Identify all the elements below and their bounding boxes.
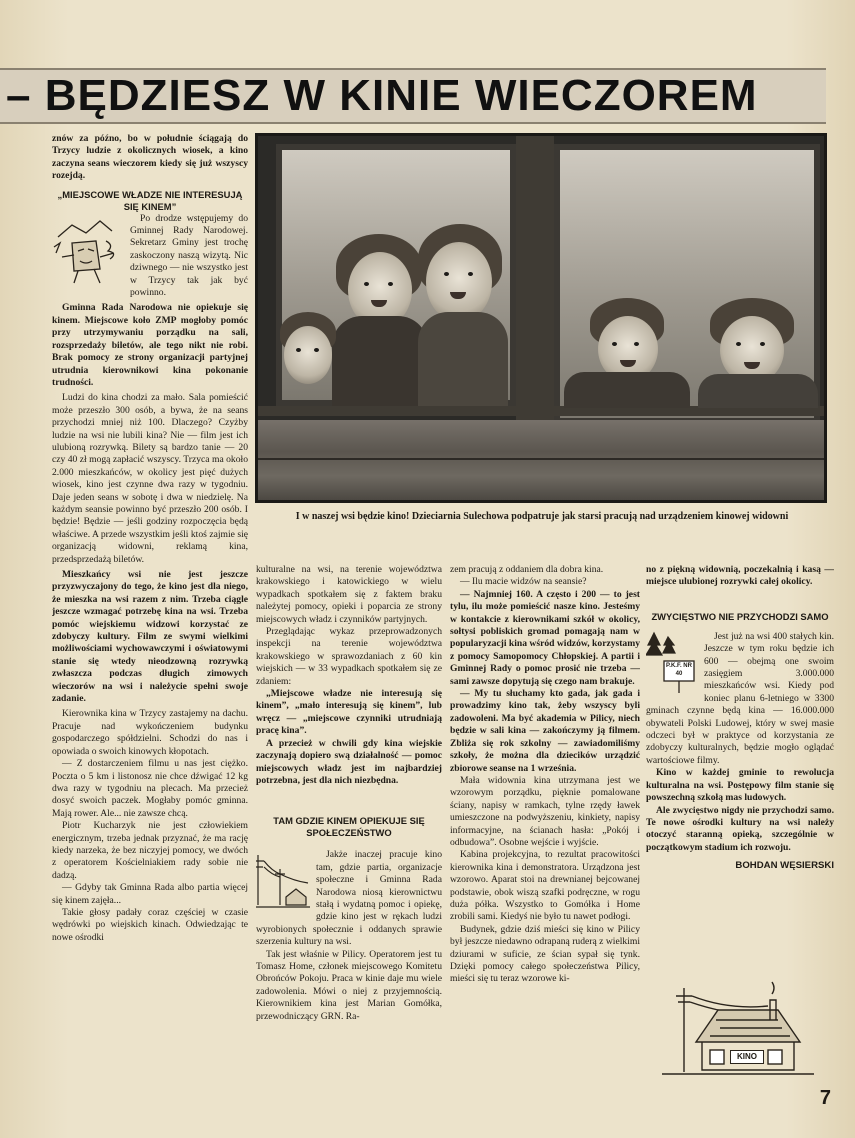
paragraph: Kierownika kina w Trzycy zastajemy na dachu. Pracuje nad wykończeniem budynku gospodarczego spółdzielni. Schodzi do nas i opowiada o swoich kinowych kłopotach. xyxy=(52,708,248,757)
subheading-victory: ZWYCIĘSTWO NIE PRZYCHODZI SAMO xyxy=(651,610,829,622)
paragraph: no z piękną widownią, poczekalnią i kasą — miejsce ulubionej rozrywki całej okolicy. xyxy=(646,564,834,588)
paragraph: „Miejscowe władze nie interesują się kinem”, „mało interesują się kinem”, lub wręcz — „miejscowe czynniki utrudniają pracę kina”. xyxy=(256,688,442,737)
pkf-sign-illustration xyxy=(646,631,700,695)
headline: – BĘDZIESZ W KINIE WIECZOREM xyxy=(0,68,826,124)
pkf-sign-label: P.K.F. NR 40 xyxy=(666,662,692,677)
paragraph: Takie głosy padały coraz częściej w czasie wędrówki po wiejskich kinach. Odwiedzając te nowe ośrodki xyxy=(52,906,248,943)
subheading-society-cares: TAM GDZIE KINEM OPIEKUJE SIĘ SPOŁECZEŃSTWO xyxy=(273,815,425,839)
paragraph: Przeglądając wykaz przeprowadzonych inspekcji na terenie województwa krakowskiego w sprawozdaniach z 60 kin wiejskich — w 33 wypadkach spotkałem się ze zdaniem: xyxy=(256,626,442,687)
column-1 xyxy=(52,133,248,1133)
paragraph: Mieszkańcy wsi nie jest jeszcze przyzwyczajony do tego, że kino jest dla niego, że mieszka na wsi razem z nim. Trzeba ciągle jeszcze wzmagać potrzebę kina na wsi. Trzeba pomóc wiejskiemu widzowi korzystać ze zdobyczy kultury. Film ze swymi wielkimi możliwościami wychowawczymi i oświatowymi stanie się wtedy nieodzowną rozrywką zwłaszcza podczas długich zimowych wieczorów na wsi i należycie spełni swoje zadanie. xyxy=(52,569,248,705)
paragraph: — My tu słuchamy kto gada, jak gada i prowadzimy kino tak, żeby wszyscy byli zadowoleni. Ma być akademia w Pilicy, niech będzie w sali kina — zakończymy ją filmem. Zbliża się rok szkolny — zawiadomiliśmy szkoły, że można dla dziecików urządzić zbiorowe seanse na 1 września. xyxy=(450,688,640,774)
paragraph: — Najmniej 160. A często i 200 — to jest tylu, ilu może pomieścić nasze kino. Jesteśmy w kontakcie z kierownikami szkół w okolicy, sołtysi pobliskich gromad pomagają nam w popularyzacji kina wśród widzów, korzystamy z pomocy Samopomocy Chłopskiej. A partii i Gminnej Rady o pomoc prosić nie trzeba — sami zawsze dopytują się czego nam brakuje. xyxy=(450,588,640,687)
page-number: 7 xyxy=(819,1087,831,1109)
column-4 xyxy=(646,564,834,944)
paragraph: Piotr Kucharzyk nie jest człowiekiem energicznym, trzeba jednak przyznać, że ma rację kiedy narzeka, że bez niczyjej pomocy, we dwóch z operatorem Kościelniakiem rady sobie nie dadzą. xyxy=(52,820,248,881)
paragraph: Gminna Rada Narodowa nie opiekuje się kinem. Miejscowe koło ZMP mogłoby pomóc przy utrzymywaniu porządku na sali, rozsprzedaży biletów, ale tego nikt nie robi. Brak pomocy ze strony organizacji partyjnej utrudnia kierownikowi kina pokonanie trudności. xyxy=(52,302,248,388)
column-2 xyxy=(256,564,442,1084)
paragraph: — Gdyby tak Gminna Rada albo partia więcej się kinem zajęła... xyxy=(52,882,248,906)
paragraph: Kabina projekcyjna, to rezultat pracowitości kierownika kina i demonstratora. Urządzona jest wzorowo. Aparat stoi na drewnianej bejcowanej podstawie, obok wiszą szafki podręczne, w rogu duża półka. Wszystko to Gomółka i Home zrobili sami. Kiedyś nie było tu nawet podłogi. xyxy=(450,849,640,923)
paragraph: kulturalne na wsi, na terenie województwa krakowskiego i katowickiego w wielu wypadkach spotkałem się z faktem braku należytej pomocy, opieki i poparcia ze strony miejscowych władz i czynników partyjnych. xyxy=(256,564,442,625)
cinema-house-illustration xyxy=(658,980,818,1080)
subheading-local-authorities: „MIEJSCOWE WŁADZE NIE INTERESUJĄ SIĘ KINEM” xyxy=(57,188,243,212)
paragraph: Kino w każdej gminie to rewolucja kulturalna na wsi. Postępowy film stanie się powszechną szkołą mas ludowych. xyxy=(646,767,834,804)
paragraph: — Ilu macie widzów na seansie? xyxy=(460,576,587,588)
paragraph: Po drodze wstępujemy do Gminnej Rady Narodowej. Sekretarz Gminy jest trochę zaskoczony naszą wizytą. Nic dziwnego — nie wszystko jest w Trzycy tak jak być powinno. xyxy=(130,212,248,299)
paragraph: Ludzi do kina chodzi za mało. Sala pomieścić może przeszło 300 osób, a bywa, że na seans przychodzi mniej niż 100. Dlaczego? Czyżby ludzie na wsi nie lubili kina? Nie — film jest ich ulubioną rozrywką. Bilety są bardzo tanie — 20 czy 40 zł mogą zapłacić wszyscy. Trzyca ma około 2.000 mieszkańców, w okolicy jest pięć dużych wiosek, kino jest czynne dwa razy w tygodniu. Daje jeden seans w sobotę i dwa w niedzielę. Na każdym seansie powinno być przeszło 200 osób. I będzie! Będzie — jeśli godziny rozpoczęcia będą właściwe. A przede wszystkim jeśli ktoś zajmie się organizacją widowni, reklamą kina, przedsprzedażą biletów. xyxy=(52,392,248,565)
house-kino-label: KINO xyxy=(730,1050,764,1064)
paragraph: A przecież w chwili gdy kina wiejskie zaczynają dopiero swą działalność — pomoc miejscowych władz jest im najbardziej potrzebna, jest dla nich niezbędna. xyxy=(256,737,442,786)
paragraph: Ale zwycięstwo nigdy nie przychodzi samo. Te nowe ośrodki kultury na wsi należy otoczyć staranną opieką, szczególnie w początkowym stadium ich rozwoju. xyxy=(646,804,834,853)
power-lines-illustration xyxy=(256,849,312,911)
author-signature: BOHDAN WĘSIERSKI xyxy=(735,860,834,872)
intro-paragraph: znów za późno, bo w południe ściągają do Trzycy ludzie z okolicznych wiosek, a kino zaczyna seans wieczorem kiedy się już wszyscy rozejdą. xyxy=(52,133,248,182)
cartoon-illustration xyxy=(52,213,126,287)
column-3 xyxy=(450,564,640,1094)
paragraph: Jakże inaczej pracuje kino tam, gdzie partia, organizacje społeczne i Gminna Rada Narodowa niosą kierownictwu stałą i wydatną pomoc i opiekę, gdzie kino jest w rękach ludzi wyrobionych społecznie i oddanych sprawie szerzenia kultury na wsi. xyxy=(256,849,442,948)
paragraph: Tak jest właśnie w Pilicy. Operatorem jest tu Tomasz Home, członek miejscowego Komitetu Obrońców Pokoju. Praca w kinie daje mu wiele zadowolenia. Mówi o niej z przyjemnością. Kierownikiem kina jest Marian Gomółka, przewodniczący GRN. Ra- xyxy=(256,948,442,1022)
paragraph: zem pracują z oddaniem dla dobra kina. xyxy=(450,564,604,575)
photo-caption: I w naszej wsi będzie kino! Dzieciarnia Sulechowa podpatruje jak starsi pracują nad urządzeniem kinowej widowni xyxy=(295,511,789,522)
paragraph: Budynek, gdzie dziś mieści się kino w Pilicy był jeszcze niedawno odrapaną ruderą z wielkimi dziurami w suficie, ze ścian sypał się tynk. Dzięki pomocy całego społeczeństwa Pilicy, mieści się tu teraz wzorowe ki- xyxy=(450,923,640,985)
paragraph: Mała widownia kina utrzymana jest we wzorowym porządku, pięknie pomalowane ściany, napisy w ramkach, tylne rzędy ławek umieszczone na podwyższeniu, kinkiety, napisy informacyjne, na ścianach hasła: „Pokój i odbudowa”. Osobne wejście i wyjście. xyxy=(450,774,640,848)
paragraph: — Z dostarczeniem filmu u nas jest ciężko. Poczta o 5 km i listonosz nie chce dźwigać 12 kg dwa razy w tygodniu na plecach. Ma przecież dosyć swoich paczek. Mogłaby pomóc gminna. Mają rower. Ale... nie zawsze chcą. xyxy=(52,758,248,819)
paragraph: Jest już na wsi 400 stałych kin. Jeszcze w tym roku będzie ich 600 — obejmą one swoim zasięgiem 3.000.000 mieszkańców wsi. Kiedy pod koniec planu 6-letniego w 3300 gminach czynne będą kina — 16.000.000 obywateli Polski Ludowej, który w swej masie odczeci był w praktyce od korzystania ze zdobyczy kulturalnych, będzie mogło oglądać wartościowe filmy. xyxy=(646,630,834,766)
photo-children-at-window xyxy=(255,133,827,503)
